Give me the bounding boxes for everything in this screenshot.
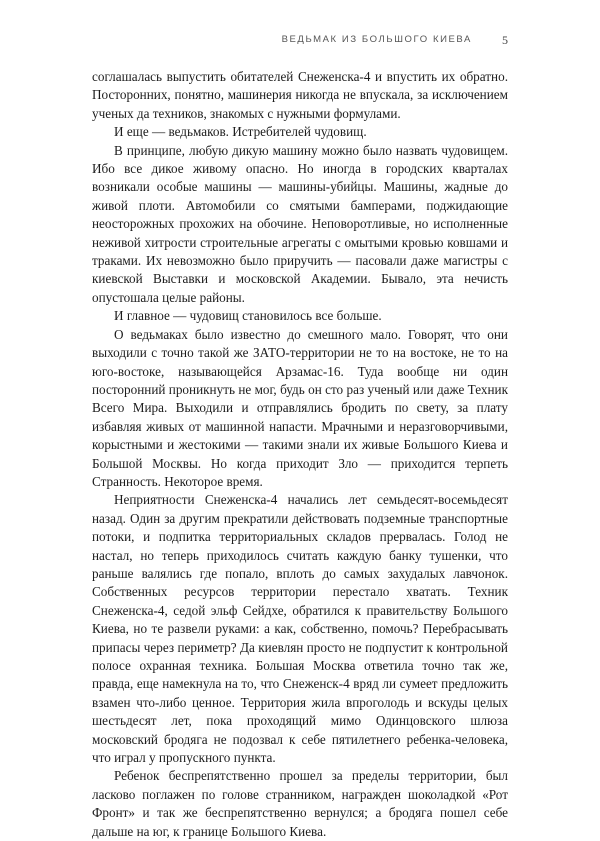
paragraph: Неприятности Снеженска-4 начались лет семьдесят-восемьдесят назад. Один за другим прекратили действовать подземные транспортные потоки, и подпитка территориальных складов прервалась. Голод не настал, но теперь приходилось считать каждую банку тушенки, что раньше валялись где попало, вплоть до самых захудалых лавчонок. Собственных ресурсов территории перестало хватать. Техник Снеженска-4, седой эльф Сейдхе, обратился к правительству Большого Киева, но те развели руками: а как, собственно, помочь? Перебрасывать припасы через периметр? Да киевлян просто не подпустит к контрольной полосе охранная техника. Большая Москва ответила точно так же, правда, еще намекнула на то, что Снеженск-4 вряд ли сумеет предложить взамен что-либо ценное. Территория жила впроголодь и вскуды целых шестьдесят лет, пока проходящий мимо Одинцовского шлюза московский бродяга не подозвал к себе пятилетнего ребенка-человека, что играл у пропускного пункта.	[92, 492, 508, 766]
running-head	[92, 34, 508, 50]
page-number: 5	[502, 33, 508, 47]
paragraph: О ведьмаках было известно до смешного мало. Говорят, что они выходили с точно такой же ЗАТО-территории не то на востоке, не то на юго-востоке, называющейся Арзамас-16. Туда вообще ни один посторонний проникнуть не мог, будь он сто раз ученый или даже Техник Всего Мира. Выходили и отправлялись бродить по свету, за плату избавляя живых от машинной напасти. Мрачными и неразговорчивыми, корыстными и жестокими — такими знали их живые Большого Киева и Большой Москвы. Но когда приходит Зло — приходится терпеть Странность. Некоторое время.	[92, 326, 508, 489]
paragraph: И еще — ведьмаков. Истребителей чудовищ.	[114, 124, 367, 140]
body-text	[92, 68, 508, 841]
paragraph: соглашалась выпустить обитателей Снеженска-4 и впустить их обратно. Посторонних, понятно, машинерия никогда не впускала, за исключением ученых да техников, знакомых с нужными формулами.	[92, 69, 508, 121]
running-head-title: ВЕДЬМАК ИЗ БОЛЬШОГО КИЕВА	[281, 34, 472, 45]
paragraph: В принципе, любую дикую машину можно было назвать чудовищем. Ибо все дикое живому опасно. Но иногда в городских кварталах возникали особые машины — машины-убийцы. Машины, жадные до живой плоти. Автомобили со смятыми бамперами, поджидающие неосторожных прохожих на обочине. Неповоротливые, но исполненные неживой хитрости строительные агрегаты с омытыми кровью ковшами и траками. Их невозможно было приручить — пасовали даже магистры с киевской Выставки и московской Академии. Бывало, эта нечисть опустошала целые районы.	[92, 142, 508, 305]
paragraph: Ребенок беспрепятственно прошел за пределы территории, был ласково поглажен по голове странником, награжден шоколадкой «Рот Фронт» и так же беспрепятственно вернулся; а бродяга пошел себе дальше на юг, к границе Большого Киева.	[92, 768, 508, 839]
paragraph: И главное — чудовищ становилось все больше.	[114, 308, 382, 324]
